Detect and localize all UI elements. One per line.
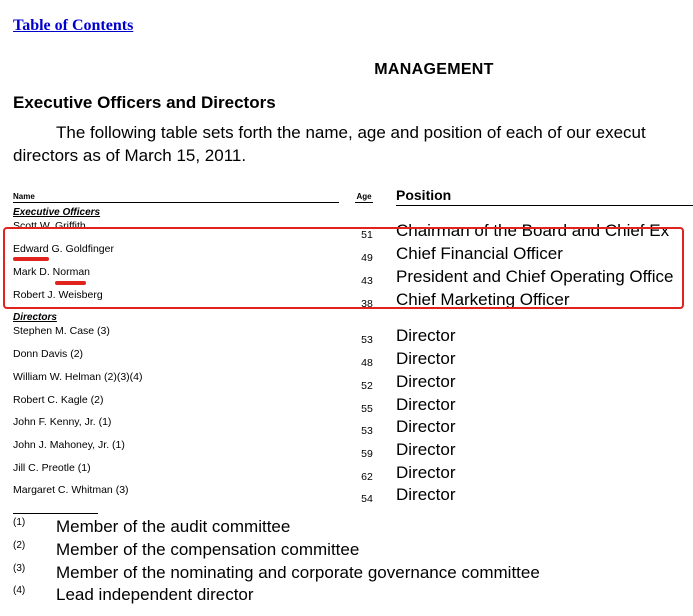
director-age: 62 [361, 471, 373, 483]
footnote [0, 517, 693, 539]
intro-line-2: directors as of March 15, 2011. [13, 146, 247, 165]
page-title: MANAGEMENT [374, 61, 494, 78]
director-name: Donn Davis (2) [13, 348, 84, 360]
director-age: 52 [361, 380, 373, 392]
footnote [0, 540, 693, 562]
director-age: 54 [361, 493, 373, 505]
director-name: Robert C. Kagle (2) [13, 394, 104, 406]
section-heading: Executive Officers and Directors [13, 93, 276, 112]
column-header-position: Position [396, 187, 693, 206]
officer-name: Robert J. Weisberg [13, 289, 103, 301]
officer-position: Chief Marketing Officer [396, 290, 570, 309]
table-row [0, 325, 693, 345]
director-name: William W. Helman (2)(3)(4) [13, 371, 143, 383]
officer-age: 38 [361, 298, 373, 310]
director-name: John J. Mahoney, Jr. (1) [13, 439, 125, 451]
officer-name: Scott W. Griffith [13, 220, 86, 232]
director-name: John F. Kenny, Jr. (1) [13, 416, 112, 428]
underline-mark-annotation [55, 281, 86, 285]
table-of-contents-link[interactable]: Table of Contents [13, 17, 134, 34]
director-name: Jill C. Preotle (1) [13, 462, 91, 474]
footnote-text: Member of the audit committee [56, 517, 291, 536]
table-row [0, 462, 693, 482]
table-row [0, 394, 693, 414]
footnote-number: (4) [13, 585, 26, 596]
highlight-box-annotation [3, 227, 684, 309]
director-position: Director [396, 349, 456, 368]
table-row [0, 348, 693, 368]
footnote-text: Member of the compensation committee [56, 540, 360, 559]
table-row [0, 416, 693, 436]
director-position: Director [396, 417, 456, 436]
director-name: Stephen M. Case (3) [13, 325, 110, 337]
table-row [0, 371, 693, 391]
officer-age: 49 [361, 252, 373, 264]
footnote-text: Lead independent director [56, 585, 254, 604]
director-position: Director [396, 326, 456, 345]
group-label-directors: Directors [13, 312, 57, 323]
footnote-number: (3) [13, 563, 26, 574]
director-name: Margaret C. Whitman (3) [13, 484, 129, 496]
director-position: Director [396, 485, 456, 504]
officer-position: Chairman of the Board and Chief Ex [396, 221, 670, 240]
officer-age: 43 [361, 275, 373, 287]
officer-position: Chief Financial Officer [396, 244, 563, 263]
intro-paragraph [13, 121, 693, 167]
director-position: Director [396, 463, 456, 482]
director-position: Director [396, 395, 456, 414]
footnote [0, 585, 693, 607]
column-header-name: Name [13, 192, 339, 203]
officer-position: President and Chief Operating Office [396, 267, 674, 286]
footnote [0, 563, 693, 585]
footnote-number: (2) [13, 540, 26, 551]
table-row [0, 484, 693, 504]
intro-line-1: The following table sets forth the name, age and position of each of our execut [56, 123, 646, 142]
column-header-age: Age [356, 192, 372, 201]
footnote-number: (1) [13, 517, 26, 528]
director-age: 48 [361, 357, 373, 369]
director-position: Director [396, 440, 456, 459]
director-age: 55 [361, 403, 373, 415]
officer-name: Edward G. Goldfinger [13, 243, 114, 255]
officer-name: Mark D. Norman [13, 266, 91, 278]
footnote-text: Member of the nominating and corporate governance committee [56, 563, 540, 582]
director-age: 53 [361, 425, 373, 437]
officer-age: 51 [361, 229, 373, 241]
group-label-executive-officers: Executive Officers [13, 207, 101, 218]
table-row [0, 439, 693, 459]
footnote-divider [13, 513, 98, 514]
director-age: 59 [361, 448, 373, 460]
underline-mark-annotation [13, 257, 49, 261]
director-age: 53 [361, 334, 373, 346]
director-position: Director [396, 372, 456, 391]
